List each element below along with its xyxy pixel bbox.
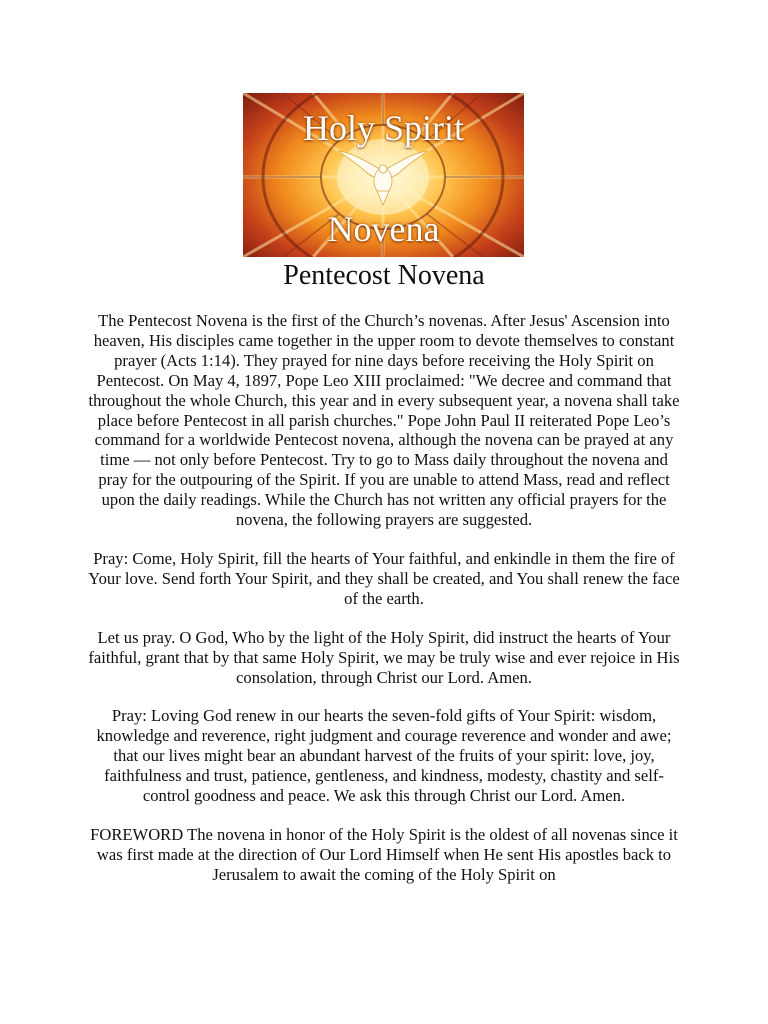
document-body [84, 311, 684, 904]
prayer-come-holy-spirit: Pray: Come, Holy Spirit, fill the hearts of Your faithful, and enkindle in them the fire of Your love. Send forth Your Spirit, and they shall be created, and You shall renew the face of the earth. [88, 548, 680, 608]
intro-paragraph: The Pentecost Novena is the first of the Church’s novenas. After Jesus' Ascension into heaven, His disciples came together in the upper room to devote themselves to constant prayer (Acts 1:14). They prayed for nine days before receiving the Holy Spirit on Pentecost. On May 4, 1897, Pope Leo XIII proclaimed: "We decree and command that throughout the whole Church, this year and in every subsequent year, a novena shall take place before Pentecost in all parish churches." Pope John Paul II reiterated Pope Leo’s command for a worldwide Pentecost novena, although the novena can be prayed at any time — not only before Pentecost. Try to go to Mass daily throughout the novena and pray for the outpouring of the Spirit. If you are unable to attend Mass, read and reflect upon the daily readings. While the Church has not written any official prayers for the novena, the following prayers are suggested. [88, 311, 680, 530]
banner-title-line-2: Novena [327, 209, 440, 249]
prayer-seven-fold-gifts: Pray: Loving God renew in our hearts the seven-fold gifts of Your Spirit: wisdom, knowledge and reverence, right judgment and courage reverence and wonder and awe; that our lives might bear an abundant harvest of the fruits of your spirit: love, joy, faithfulness and trust, patience, gentleness, and kindness, modesty, chastity and self-control goodness and peace. We ask this through Christ our Lord. Amen. [96, 706, 672, 806]
prayer-let-us-pray: Let us pray. O God, Who by the light of the Holy Spirit, did instruct the hearts of Your faithful, grant that by that same Holy Spirit, we may be truly wise and ever rejoice in His consolation, through Christ our Lord. Amen. [88, 627, 680, 687]
novena-banner-image [243, 93, 524, 257]
banner-title-line-1: Holy Spirit [302, 108, 464, 148]
page-title: Pentecost Novena [283, 260, 485, 291]
foreword-paragraph: FOREWORD The novena in honor of the Holy Spirit is the oldest of all novenas since it was first made at the direction of Our Lord Himself when He sent His apostles back to Jerusalem to await the coming of the Holy Spirit on [90, 824, 678, 884]
